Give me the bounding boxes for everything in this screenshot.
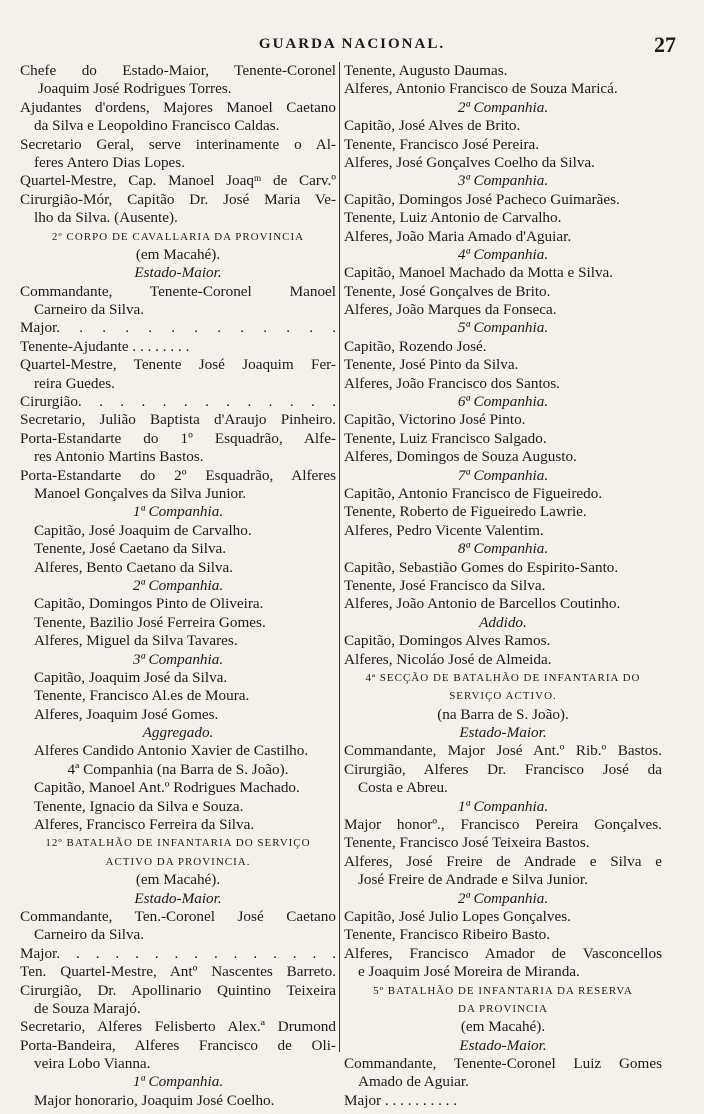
text-line: Addido.	[479, 613, 527, 631]
text-line: Alferes, José Freire de Andrade e Silva e	[344, 852, 662, 870]
text-line: da Silva e Leopoldino Francisco Caldas.	[34, 117, 280, 135]
text-line: Tenente, Ignacio da Silva e Souza.	[34, 797, 244, 815]
text-line: Estado-Maior.	[134, 264, 222, 282]
text-line: Major honorº., Francisco Pereira Gonçalves.	[344, 816, 662, 834]
text-line: José Freire de Andrade e Silva Junior.	[358, 871, 588, 889]
text-line: Commandante, Major José Ant.º Rib.º Bastos.	[344, 742, 662, 760]
text-line: Capitão, Victorino José Pinto.	[344, 411, 526, 429]
left-column	[20, 62, 336, 1110]
text-line: 2º CORPO DE CAVALLARIA DA PROVINCIA	[51, 230, 305, 243]
text-line: Alferes, Miguel da Silva Tavares.	[34, 632, 238, 650]
text-line: Major . . . . . . . . . .	[344, 1091, 458, 1109]
text-line: Alferes, Antonio Francisco de Souza Maricá.	[344, 80, 618, 98]
text-line: Tenente-Ajudante . . . . . . . .	[20, 337, 190, 355]
text-line: Major honorario, Joaquim José Coelho.	[34, 1091, 275, 1109]
text-line: Tenente, Francisco Ribeiro Basto.	[344, 926, 551, 944]
text-line: 2ª Companhia.	[457, 98, 549, 116]
text-line: Capitão, Sebastião Gomes do Espirito-Santo.	[344, 558, 619, 576]
text-line: Commandante, Tenente-Coronel Manoel	[20, 282, 336, 300]
text-line: (em Macahé).	[460, 1018, 546, 1036]
text-line: 2ª Companhia.	[457, 889, 549, 907]
text-line: Secretario, Julião Baptista d'Araujo Pinheiro.	[20, 411, 336, 429]
text-line: Capitão, Domingos Alves Ramos.	[344, 632, 551, 650]
text-line: Tenente, Francisco Al.es de Moura.	[34, 687, 250, 705]
text-line: Capitão, Joaquim José da Silva.	[34, 668, 228, 686]
text-line: Major. . . . . . . . . . . . . . .	[20, 944, 336, 962]
text-line: Alferes, João Francisco dos Santos.	[344, 374, 560, 392]
text-line: Alferes, João Marques da Fonseca.	[344, 301, 557, 319]
text-line: 3ª Companhia.	[132, 650, 224, 668]
text-line: Chefe do Estado-Maior, Tenente-Coronel	[20, 62, 336, 79]
text-line: Capitão, José Joaquim de Carvalho.	[34, 521, 252, 539]
text-line: Tenente, José Francisco da Silva.	[344, 576, 546, 594]
text-line: Capitão, Domingos Pinto de Oliveira.	[34, 595, 264, 613]
text-line: 7ª Companhia.	[457, 466, 549, 484]
text-line: Cirurgião-Mór, Capitão Dr. José Maria Ve-	[20, 190, 336, 208]
text-line: Commandante, Tenente-Coronel Luiz Gomes	[344, 1055, 662, 1073]
text-line: (em Macahé).	[135, 245, 221, 263]
text-line: Ajudantes d'ordens, Majores Manoel Caetano	[20, 98, 336, 116]
text-line: Tenente, Francisco José Pereira.	[344, 135, 540, 153]
text-line: Capitão, Manoel Ant.º Rodrigues Machado.	[34, 779, 300, 797]
text-line: 4ª Companhia.	[457, 245, 549, 263]
text-line: 3ª Companhia.	[457, 172, 549, 190]
text-line: (na Barra de S. João).	[437, 705, 569, 723]
text-line: Tenente, José Pinto da Silva.	[344, 356, 519, 374]
text-line: Tenente, Luiz Antonio de Carvalho.	[344, 209, 562, 227]
text-line: Commandante, Ten.-Coronel José Caetano	[20, 907, 336, 925]
text-line: Secretario, Alferes Felisberto Alex.ª Drumond	[20, 1018, 336, 1036]
text-line: Cirurgião. . . . . . . . . . . . .	[20, 393, 336, 411]
text-line: 12º BATALHÃO DE INFANTARIA DO SERVIÇO	[45, 837, 311, 850]
page-number: 27	[654, 32, 676, 57]
text-line: Tenente, José Caetano da Silva.	[34, 540, 227, 558]
text-line: Manoel Gonçalves da Silva Junior.	[34, 484, 247, 502]
text-line: veira Lobo Vianna.	[34, 1055, 151, 1073]
text-line: Capitão, Rozendo José.	[344, 337, 487, 355]
text-line: 8ª Companhia.	[457, 540, 549, 558]
text-line: (em Macahé).	[135, 871, 221, 889]
text-line: Alferes, João Maria Amado d'Aguiar.	[344, 227, 572, 245]
text-line: Estado-Maior.	[459, 724, 547, 742]
text-line: Quartel-Mestre, Cap. Manoel Joaqᵐ de Carv.º	[20, 172, 336, 190]
text-line: de Souza Marajó.	[34, 999, 141, 1017]
text-line: Costa e Abreu.	[358, 779, 448, 797]
right-column	[344, 62, 662, 1110]
text-line: ACTIVO DA PROVINCIA.	[105, 855, 251, 868]
text-line: Capitão, José Alves de Brito.	[344, 117, 521, 135]
text-line: Porta-Estandarte do 1º Esquadrão, Alfe-	[20, 429, 336, 447]
text-line: res Antonio Martins Bastos.	[34, 448, 204, 466]
text-line: Estado-Maior.	[134, 889, 222, 907]
page-title: GUARDA NACIONAL.	[258, 36, 446, 52]
text-line: 1ª Companhia.	[132, 503, 224, 521]
text-line: Alferes, Pedro Vicente Valentim.	[344, 521, 544, 539]
text-line: Alferes, Francisco Ferreira da Silva.	[34, 816, 255, 834]
text-line: Capitão, Antonio Francisco de Figueiredo.	[344, 484, 603, 502]
column-divider	[339, 62, 340, 1052]
text-line: 4ª SECÇÃO DE BATALHÃO DE INFANTARIA DO	[365, 671, 641, 684]
page-header	[22, 34, 682, 58]
text-line: 2ª Companhia.	[132, 576, 224, 594]
text-line: Tenente, Roberto de Figueiredo Lawrie.	[344, 503, 587, 521]
text-line: 5º BATALHÃO DE INFANTARIA DA RESERVA	[373, 984, 633, 997]
text-line: Alferes, Bento Caetano da Silva.	[34, 558, 234, 576]
text-line: Estado-Maior.	[459, 1036, 547, 1054]
text-line: Alferes, Joaquim José Gomes.	[34, 705, 219, 723]
text-line: e Joaquim José Moreira de Miranda.	[358, 963, 580, 981]
text-line: DA PROVINCIA	[458, 1002, 548, 1015]
text-line: Alferes, Nicoláo José de Almeida.	[344, 650, 552, 668]
text-line: lho da Silva. (Ausente).	[34, 209, 178, 227]
text-line: Capitão, José Julio Lopes Gonçalves.	[344, 907, 571, 925]
text-line: Alferes Candido Antonio Xavier de Castilho.	[34, 742, 309, 760]
text-line: Tenente, Francisco José Teixeira Bastos.	[344, 834, 590, 852]
text-line: Alferes, Francisco Amador de Vasconcellos	[344, 944, 662, 962]
text-line: Aggregado.	[142, 724, 214, 742]
text-line: feres Antero Dias Lopes.	[34, 153, 185, 171]
text-line: Porta-Bandeira, Alferes Francisco de Oli-	[20, 1036, 336, 1054]
text-line: 1ª Companhia.	[132, 1073, 224, 1091]
text-line: 5ª Companhia.	[457, 319, 549, 337]
text-line: Alferes, João Antonio de Barcellos Coutinho.	[344, 595, 621, 613]
text-line: Tenente, Bazilio José Ferreira Gomes.	[34, 613, 266, 631]
text-line: Secretario Geral, serve interinamente o Al-	[20, 135, 336, 153]
text-line: 1ª Companhia.	[457, 797, 549, 815]
text-line: Capitão, Domingos José Pacheco Guimarães.	[344, 190, 620, 208]
text-line: 6ª Companhia.	[457, 393, 549, 411]
text-line: SERVIÇO ACTIVO.	[449, 690, 557, 703]
text-line: Tenente, Augusto Daumas.	[344, 62, 508, 79]
text-line: Cirurgião, Dr. Apollinario Quintino Teixeira	[20, 981, 336, 999]
text-line: Amado de Aguiar.	[358, 1073, 469, 1091]
text-line: Carneiro da Silva.	[34, 301, 145, 319]
text-line: Quartel-Mestre, Tenente José Joaquim Fer-	[20, 356, 336, 374]
text-line: Tenente, Luiz Francisco Salgado.	[344, 429, 547, 447]
text-line: Porta-Estandarte do 2º Esquadrão, Alferes	[20, 466, 336, 484]
text-line: Ten. Quartel-Mestre, Antº Nascentes Barreto.	[20, 963, 336, 981]
text-line: Alferes, Domingos de Souza Augusto.	[344, 448, 577, 466]
text-line: Tenente, José Gonçalves de Brito.	[344, 282, 551, 300]
text-line: Major. . . . . . . . . . . . .	[20, 319, 336, 337]
text-line: 4ª Companhia (na Barra de S. João).	[67, 760, 289, 778]
text-line: Joaquim José Rodrigues Torres.	[38, 80, 232, 98]
text-line: Alferes, José Gonçalves Coelho da Silva.	[344, 153, 595, 171]
text-line: Capitão, Manoel Machado da Motta e Silva.	[344, 264, 614, 282]
text-line: Cirurgião, Alferes Dr. Francisco José da	[344, 760, 662, 778]
text-line: reira Guedes.	[34, 374, 115, 392]
text-line: Carneiro da Silva.	[34, 926, 145, 944]
